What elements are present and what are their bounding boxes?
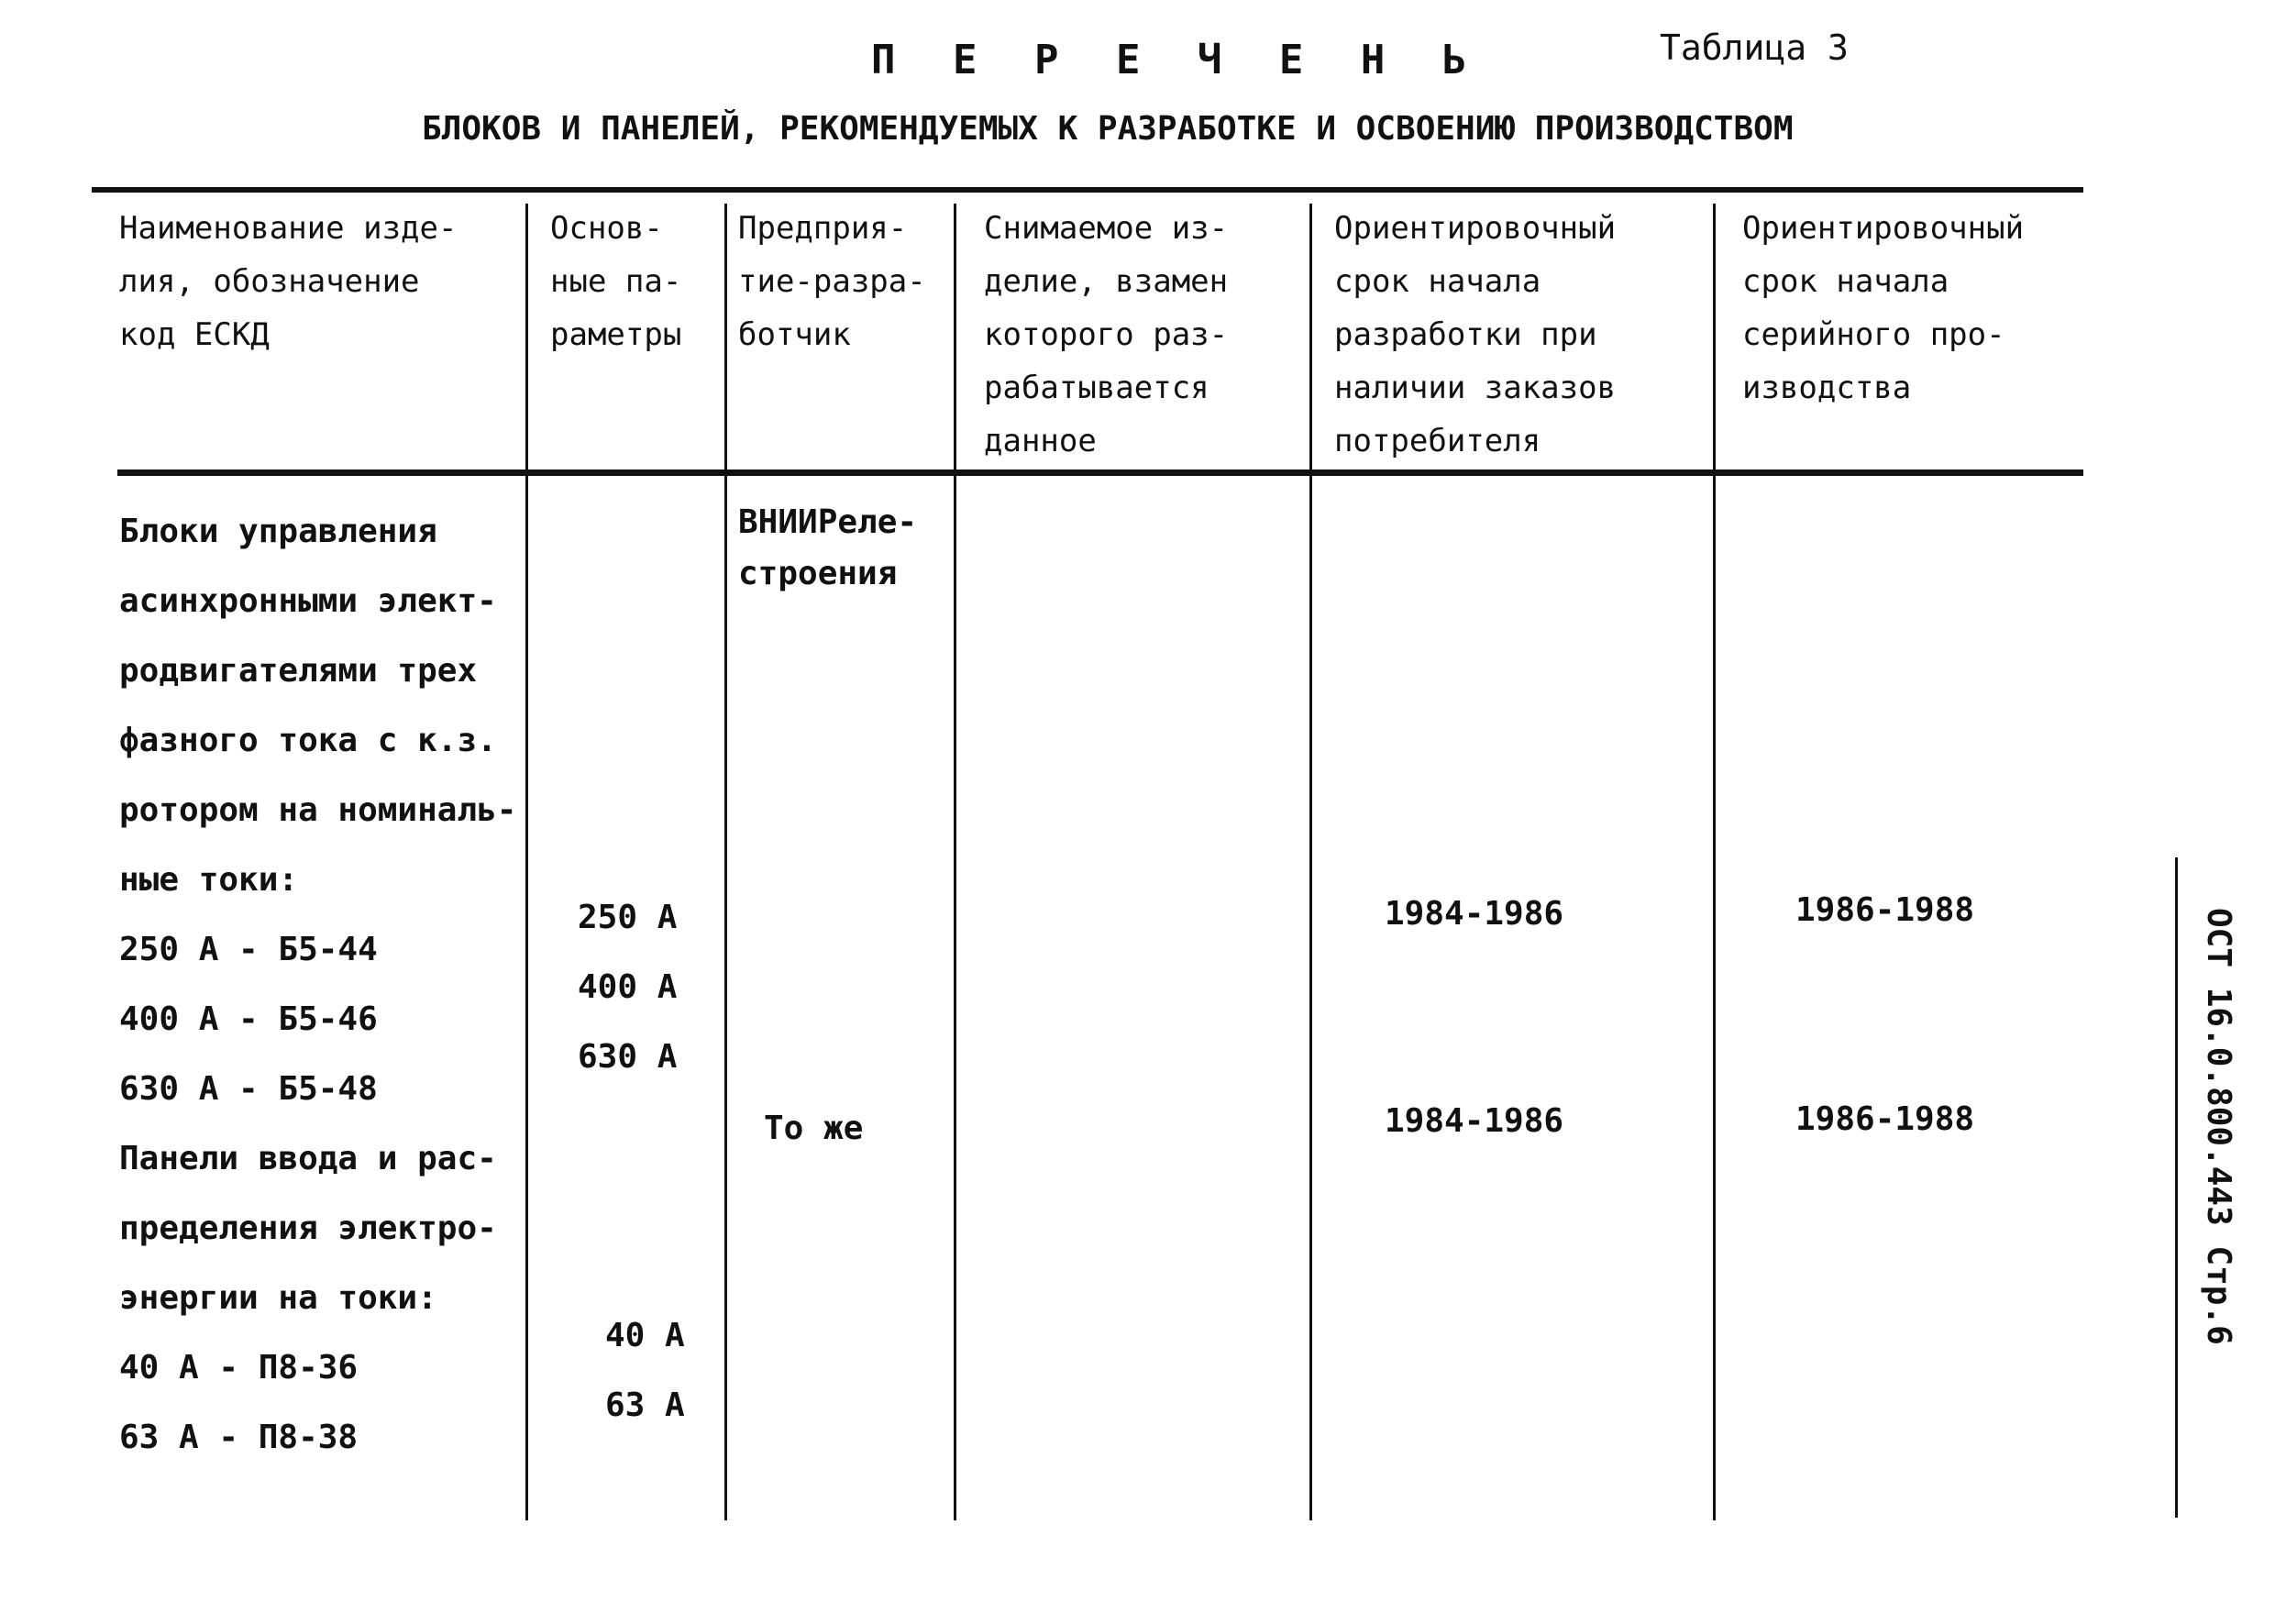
- header-bottom-rule: [117, 470, 2083, 476]
- column-divider: [1713, 204, 1716, 1520]
- serial-start-cell: 1986-1988: [1795, 891, 1975, 929]
- side-document-code: ОСТ 16.0.800.443 Стр.6: [2200, 908, 2237, 1345]
- header-params: Основ- ные па- раметры: [550, 210, 682, 353]
- dev-start-cell: 1984-1986: [1385, 1102, 1564, 1140]
- header-serial-start: Ориентировочный срок начала серийного про- изводства: [1742, 210, 2025, 406]
- table-number: Таблица 3: [1660, 28, 1849, 68]
- param-cell: 400 А: [578, 968, 678, 1006]
- column-divider: [724, 204, 727, 1520]
- param-cell: 250 А: [578, 899, 678, 936]
- table-top-rule: [92, 187, 2083, 193]
- item-description: Блоки управления асинхронными элект- родвигателями трех фазного тока с к.з. ротором на номиналь- ные токи: 250 А - Б5-44 400 А - Б5-46 630 А - Б5-48 Панели ввода и рас- пределения электро- энергии на токи: 40 А - П8-36 63 А - П8-38: [119, 513, 517, 1456]
- enterprise-cell: То же: [764, 1110, 864, 1147]
- enterprise-cell: ВНИИРеле- строения: [738, 503, 918, 592]
- dev-start-cell: 1984-1986: [1385, 895, 1564, 933]
- param-cell: 63 А: [605, 1386, 685, 1424]
- param-cell: 630 А: [578, 1038, 678, 1076]
- header-dev-start: Ориентировочный срок начала разработки при наличии заказов потребителя: [1334, 210, 1617, 459]
- serial-start-cell: 1986-1988: [1795, 1100, 1975, 1138]
- header-replaced: Снимаемое из- делие, взамен которого раз- рабатывается данное: [984, 210, 1229, 459]
- column-divider: [954, 204, 956, 1520]
- page-title: П Е Р Е Ч Е Н Ь: [871, 37, 1484, 83]
- header-name: Наименование изде- лия, обозначение код ЕСКД: [119, 210, 458, 353]
- page-subtitle: БЛОКОВ И ПАНЕЛЕЙ, РЕКОМЕНДУЕМЫХ К РАЗРАБОТКЕ И ОСВОЕНИЮ ПРОИЗВОДСТВОМ: [422, 110, 1794, 148]
- side-rule: [2175, 857, 2178, 1518]
- header-enterprise: Предприя- тие-разра- ботчик: [738, 210, 926, 353]
- param-cell: 40 А: [605, 1317, 685, 1354]
- column-divider: [525, 204, 528, 1520]
- column-divider: [1309, 204, 1312, 1520]
